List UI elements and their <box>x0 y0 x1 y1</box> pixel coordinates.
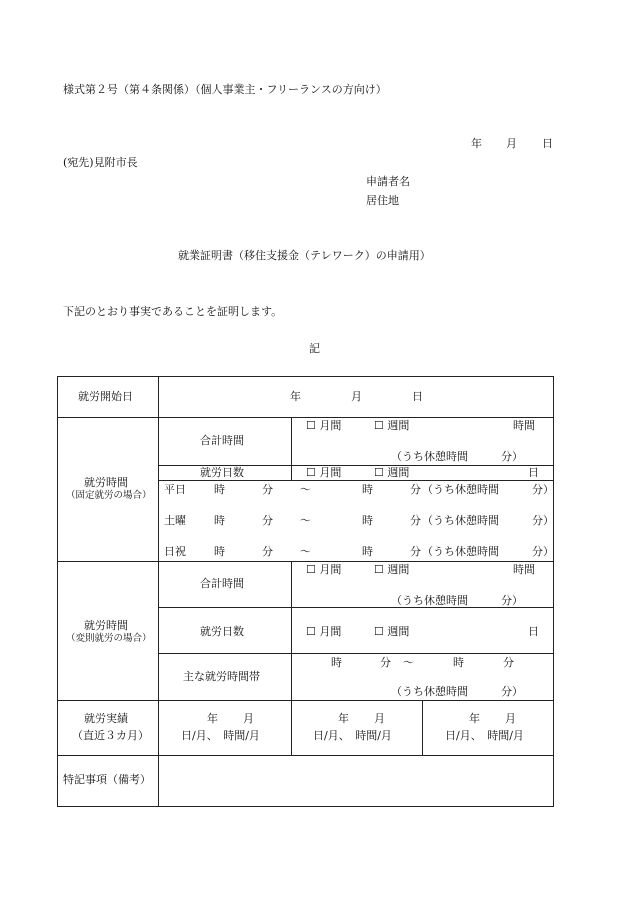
band-end-hour: 時 <box>453 656 464 669</box>
row-end-hour: 時 <box>362 514 373 527</box>
variable-hours-label: 就労時間 <box>84 619 128 632</box>
remarks-label: 特記事項（備考） <box>63 773 151 786</box>
band-end-minute: 分 <box>503 656 514 669</box>
variable-total-divider <box>158 607 554 608</box>
row-tilde: ～ <box>300 545 311 558</box>
record-sublabel: （直近３カ月） <box>72 729 149 742</box>
band-start-minute: 分 <box>380 656 391 669</box>
row-end-minute: 分 <box>410 514 421 527</box>
date-month-label: 月 <box>506 137 517 150</box>
date-year-label: 年 <box>471 137 482 150</box>
record-col2-year: 年 <box>338 712 349 725</box>
variable-total-label: 合計時間 <box>200 577 244 590</box>
variable-days-divider <box>158 653 554 654</box>
record-col2-detail: 日/月、 時間/月 <box>313 729 392 742</box>
residence-label: 居住地 <box>366 194 399 207</box>
row-tilde: ～ <box>300 483 311 496</box>
row-break-label: （うち休憩時間 <box>422 483 499 496</box>
row-break-minute: 分） <box>532 545 554 558</box>
applicant-name-label: 申請者名 <box>366 175 410 188</box>
variable-total-month-checkbox[interactable]: ☐ 月間 <box>306 563 342 576</box>
row-end-minute: 分 <box>410 545 421 558</box>
divider-fixed <box>57 561 554 562</box>
fixed-total-week-checkbox[interactable]: ☐ 週間 <box>374 419 410 432</box>
table-border-top <box>57 376 554 377</box>
ki-heading: 記 <box>309 342 320 355</box>
record-label: 就労実績 <box>84 712 128 725</box>
variable-total-week-checkbox[interactable]: ☐ 週間 <box>374 563 410 576</box>
record-col-divider-2 <box>422 700 423 756</box>
band-break-note: （うち休憩時間 分） <box>391 685 523 698</box>
start-date-day: 日 <box>412 390 423 403</box>
certification-statement: 下記のとおり事実であることを証明します。 <box>63 305 283 318</box>
record-col3-year: 年 <box>469 712 480 725</box>
band-tilde: ～ <box>403 656 414 669</box>
label-column-divider <box>158 376 159 807</box>
row-break-label: （うち休憩時間 <box>422 514 499 527</box>
fixed-hours-sublabel: （固定就労の場合） <box>66 490 152 501</box>
row-start-minute: 分 <box>262 514 273 527</box>
row-break-minute: 分） <box>532 514 554 527</box>
form-number: 様式第２号（第４条関係）（個人事業主・フリーランスの方向け） <box>63 83 387 96</box>
divider-start-date <box>57 417 554 418</box>
remarks-field[interactable] <box>159 756 553 806</box>
row-start-minute: 分 <box>262 545 273 558</box>
date-day-label: 日 <box>542 137 553 150</box>
variable-days-month-checkbox[interactable]: ☐ 月間 <box>306 625 342 638</box>
fixed-days-divider <box>158 480 554 481</box>
record-col3-detail: 日/月、 時間/月 <box>445 729 524 742</box>
record-col-divider-1 <box>291 700 292 756</box>
row-end-minute: 分 <box>410 483 421 496</box>
fixed-total-hours-unit: 時間 <box>513 419 535 432</box>
table-border-bottom <box>57 806 554 807</box>
fixed-total-label: 合計時間 <box>200 434 244 447</box>
document-title: 就業証明書（移住支援金（テレワーク）の申請用） <box>178 249 431 262</box>
fixed-days-week-checkbox[interactable]: ☐ 週間 <box>374 466 410 479</box>
addressee: (宛先)見附市長 <box>63 156 138 169</box>
variable-days-label: 就労日数 <box>200 625 244 638</box>
fixed-hours-label: 就労時間 <box>84 476 128 489</box>
record-col1-month: 月 <box>243 712 254 725</box>
row-start-hour: 時 <box>214 545 225 558</box>
table-border-left <box>57 376 58 807</box>
fixed-total-month-checkbox[interactable]: ☐ 月間 <box>306 419 342 432</box>
divider-variable <box>57 700 554 701</box>
row-start-hour: 時 <box>214 514 225 527</box>
fixed-days-label: 就労日数 <box>200 466 244 479</box>
fixed-total-break-note: （うち休憩時間 分） <box>391 450 523 463</box>
record-col3-month: 月 <box>505 712 516 725</box>
start-date-month: 月 <box>351 390 362 403</box>
row-day-label: 平日 <box>164 483 186 496</box>
start-date-label: 就労開始日 <box>78 390 133 403</box>
variable-inner-divider <box>291 561 292 701</box>
row-start-hour: 時 <box>214 483 225 496</box>
row-end-hour: 時 <box>362 483 373 496</box>
fixed-inner-divider <box>291 417 292 481</box>
row-tilde: ～ <box>300 514 311 527</box>
variable-hours-sublabel: （変則就労の場合） <box>66 633 152 644</box>
row-break-minute: 分） <box>532 483 554 496</box>
row-start-minute: 分 <box>262 483 273 496</box>
variable-days-week-checkbox[interactable]: ☐ 週間 <box>374 625 410 638</box>
variable-total-break-note: （うち休憩時間 分） <box>391 594 523 607</box>
record-col2-month: 月 <box>374 712 385 725</box>
row-day-label: 日祝 <box>164 545 186 558</box>
record-col1-year: 年 <box>207 712 218 725</box>
row-day-label: 土曜 <box>164 514 186 527</box>
main-hours-band-label: 主な就労時間帯 <box>183 670 260 683</box>
fixed-days-unit: 日 <box>528 466 539 479</box>
variable-days-unit: 日 <box>528 625 539 638</box>
band-start-hour: 時 <box>331 656 342 669</box>
start-date-year: 年 <box>290 390 301 403</box>
record-col1-detail: 日/月、 時間/月 <box>181 729 260 742</box>
table-border-right <box>553 376 554 807</box>
row-end-hour: 時 <box>362 545 373 558</box>
row-break-label: （うち休憩時間 <box>422 545 499 558</box>
variable-total-hours-unit: 時間 <box>513 563 535 576</box>
fixed-days-month-checkbox[interactable]: ☐ 月間 <box>306 466 342 479</box>
